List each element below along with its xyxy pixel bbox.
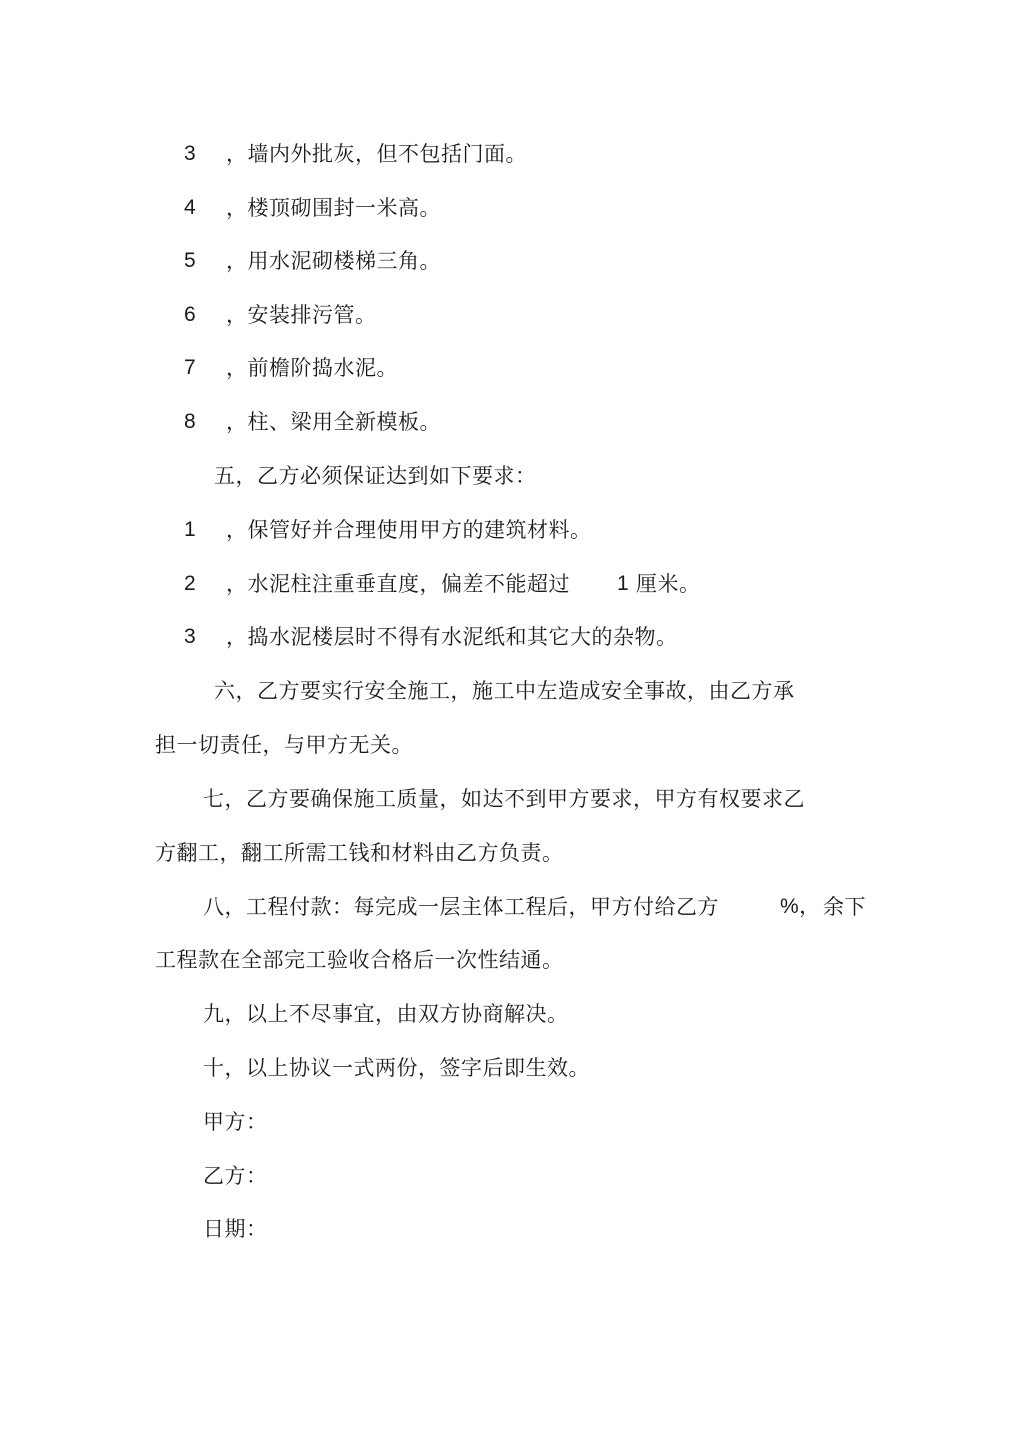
item-number: 3 [184,625,196,648]
item-text: ，捣水泥楼层时不得有水泥纸和其它大的杂物。 [226,625,678,649]
item-number: 8 [184,410,196,433]
paragraph-line: 六，乙方要实行安全施工，施工中左造成安全事故，由乙方承 [214,679,795,703]
date-label: 日期： [203,1217,268,1241]
item-text: ，保管好并合理使用甲方的建筑材料。 [226,518,592,542]
party-b-label: 乙方： [203,1164,268,1188]
paragraph-line: 方翻工，翻工所需工钱和材料由乙方负责。 [155,841,564,865]
section-heading: 五，乙方必须保证达到如下要求： [214,464,537,488]
party-a-label: 甲方： [203,1110,268,1134]
paragraph-line: 十，以上协议一式两份，签字后即生效。 [203,1056,590,1080]
item-text: ，墙内外批灰，但不包括门面。 [226,142,527,166]
item-text: ，楼顶砌围封一米高。 [226,196,441,220]
item-text: ，安装排污管。 [226,303,377,327]
item-number: 3 [184,142,196,165]
paragraph-line-tail: 余下 [823,895,866,919]
item-text-suffix: 厘米。 [636,572,701,596]
item-text: ，前檐阶捣水泥。 [226,356,398,380]
paragraph-line: 担一切责任，与甲方无关。 [155,733,413,757]
item-text: ，水泥柱注重垂直度，偏差不能超过 [226,572,570,596]
paragraph-line: 七，乙方要确保施工质量，如达不到甲方要求，甲方有权要求乙 [203,787,805,811]
item-number: 5 [184,249,196,272]
percent-sign: %， [780,895,821,918]
item-inline-number: 1 [617,572,629,595]
paragraph-line: 工程款在全部完工验收合格后一次性结通。 [155,948,564,972]
item-number: 4 [184,196,196,219]
item-text: ，柱、梁用全新模板。 [226,410,441,434]
item-number: 7 [184,356,196,379]
item-number: 6 [184,303,196,326]
paragraph-line: 九，以上不尽事宜，由双方协商解决。 [203,1002,569,1026]
paragraph-line: 八，工程付款：每完成一层主体工程后，甲方付给乙方 [203,895,719,919]
item-number: 2 [184,572,196,595]
item-text: ，用水泥砌楼梯三角。 [226,249,441,273]
item-number: 1 [184,518,196,541]
